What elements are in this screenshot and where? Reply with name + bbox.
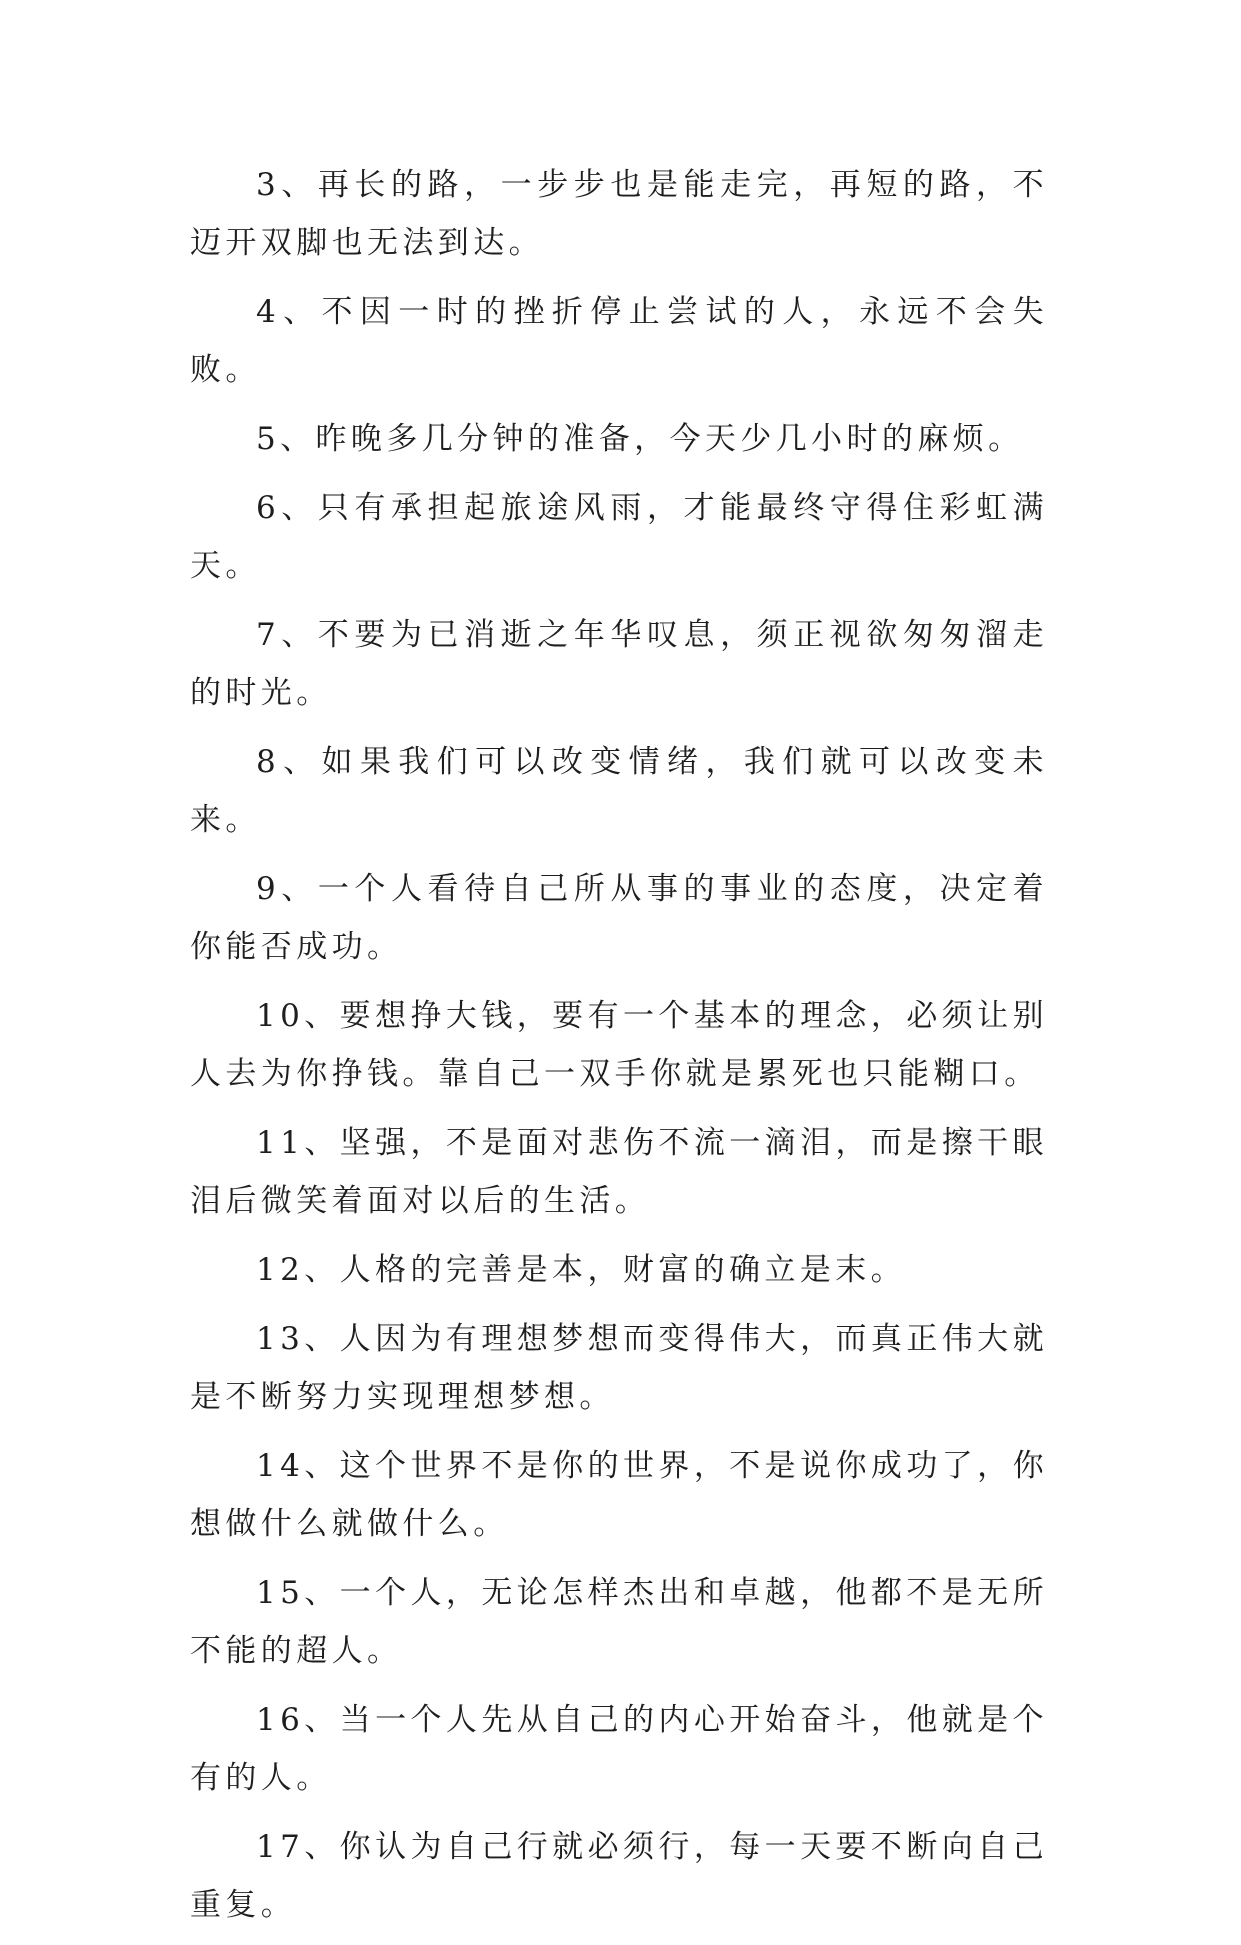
paragraph-8: 8、如果我们可以改变情绪，我们就可以改变未来。 xyxy=(190,744,1048,838)
paragraph-9: 9、一个人看待自己所从事的事业的态度，决定着你能否成功。 xyxy=(190,871,1048,965)
document-body xyxy=(190,156,1048,1945)
paragraph-12: 12、人格的完善是本，财富的确立是末。 xyxy=(256,1252,907,1288)
paragraph-11: 11、坚强，不是面对悲伤不流一滴泪，而是擦干眼泪后微笑着面对以后的生活。 xyxy=(190,1125,1048,1219)
paragraph-14: 14、这个世界不是你的世界，不是说你成功了，你想做什么就做什么。 xyxy=(190,1448,1048,1542)
paragraph-16: 16、当一个人先从自己的内心开始奋斗，他就是个有的人。 xyxy=(190,1702,1048,1796)
paragraph-13: 13、人因为有理想梦想而变得伟大，而真正伟大就是不断努力实现理想梦想。 xyxy=(190,1321,1048,1415)
paragraph-10: 10、要想挣大钱，要有一个基本的理念，必须让别人去为你挣钱。靠自己一双手你就是累死也只能糊口。 xyxy=(190,998,1048,1092)
paragraph-7: 7、不要为已消逝之年华叹息，须正视欲匆匆溜走的时光。 xyxy=(190,617,1048,711)
paragraph-6: 6、只有承担起旅途风雨，才能最终守得住彩虹满天。 xyxy=(190,490,1048,584)
paragraph-17: 17、你认为自己行就必须行，每一天要不断向自己重复。 xyxy=(190,1829,1048,1923)
paragraph-15: 15、一个人，无论怎样杰出和卓越，他都不是无所不能的超人。 xyxy=(190,1575,1048,1669)
paragraph-4: 4、不因一时的挫折停止尝试的人，永远不会失败。 xyxy=(190,294,1048,388)
paragraph-3: 3、再长的路，一步步也是能走完，再短的路，不迈开双脚也无法到达。 xyxy=(190,167,1048,261)
paragraph-5: 5、昨晚多几分钟的准备，今天少几小时的麻烦。 xyxy=(256,421,1024,457)
